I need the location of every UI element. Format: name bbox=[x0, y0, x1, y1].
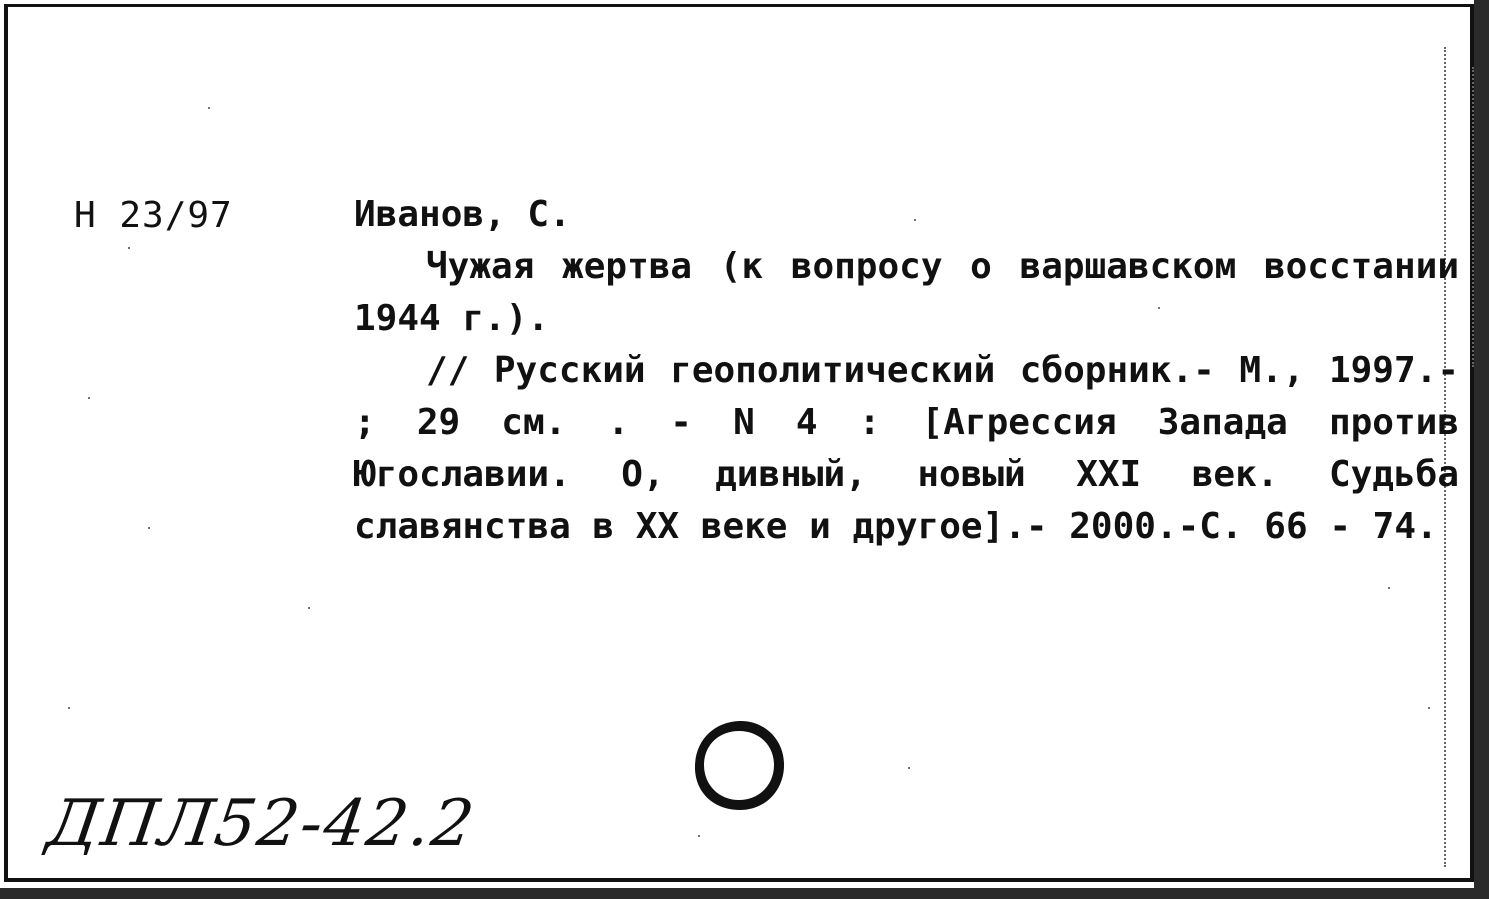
card-scan-edge-bottom bbox=[0, 888, 1489, 899]
bibliographic-entry bbox=[354, 189, 1459, 553]
scan-artifact-dots-edge bbox=[1472, 67, 1476, 367]
speck bbox=[208, 107, 210, 109]
punch-hole-icon bbox=[688, 715, 790, 817]
card-scan-edge-right bbox=[1474, 0, 1489, 899]
speck bbox=[128, 247, 130, 249]
speck bbox=[308, 607, 310, 609]
handwritten-classification-code: ДПЛ52-42.2 bbox=[42, 787, 481, 861]
speck bbox=[88, 397, 90, 399]
speck bbox=[698, 835, 700, 837]
shelfmark: Н 23/97 bbox=[74, 195, 233, 236]
speck bbox=[68, 707, 70, 709]
author-name: Иванов, С. bbox=[354, 194, 571, 235]
speck bbox=[148, 527, 150, 529]
speck bbox=[908, 767, 910, 769]
source-description: // Русский геополитический сборник.- М., 1997.- ; 29 см. . - N 4 : [Агрессия Запада против Югославии. О, дивный, новый XXI век. Судьба славянства в XX веке и другое].- 2000.-С. 66 - 74. bbox=[354, 350, 1459, 547]
article-title: Чужая жертва (к вопросу о варшавском восстании 1944 г.). bbox=[354, 246, 1459, 339]
speck bbox=[1428, 707, 1430, 709]
catalog-card bbox=[4, 4, 1474, 882]
speck bbox=[1388, 587, 1390, 589]
